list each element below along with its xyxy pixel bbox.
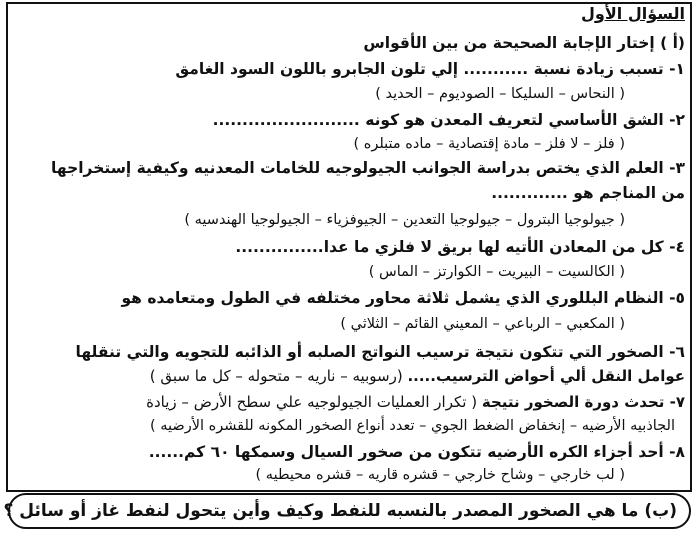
question-title: السؤال الأول: [581, 4, 685, 23]
question-1-text: ١- تسبب زيادة نسبة ........... إلي تلون الجابرو باللون السود الغامق: [175, 60, 685, 78]
question-8-options: ( لب خارجي – وشاح خارجي – قشره قاريه – قشره محيطيه ): [255, 467, 625, 483]
part-b-question: (ب) ما هي الصخور المصدر بالنسبه للنفط وكيف وأين يتحول لنفط غاز أو سائل ؟: [8, 493, 691, 529]
question-5-text: ٥- النظام البللوري الذي يشمل ثلاثة محاور مختلفه في الطول ومتعامده هو: [121, 289, 685, 307]
question-7-text: ٧- تحدث دورة الصخور نتيجة: [481, 393, 685, 411]
question-7-options-end: الجاذبيه الأرضيه – إنخفاض الضغط الجوي – تعدد أنواع الصخور المكونه للقشره الأرضيه ): [149, 418, 675, 434]
question-2-options: ( فلز – لا فلز – مادة إقتصادية – ماده متبلره ): [353, 136, 625, 152]
question-3-options: ( جيولوجيا البترول – جيولوجيا التعدين – الجيوفزياء – الجيولوجيا الهندسيه ): [184, 212, 625, 228]
question-6-text: ٦- الصخور التي تتكون نتيجة ترسيب النواتج الصلبه أو الذائبه للتجويه والتي تنقلها: [75, 343, 685, 361]
question-7-line-1: [10, 392, 685, 412]
question-6-text-continued: عوامل النقل ألي أحواض الترسيب.....: [407, 367, 685, 385]
question-6-options: (رسوبيه – ناريه – متحوله – كل ما سبق ): [149, 367, 408, 385]
question-8-text: ٨- أحد أجزاء الكره الأرضيه تتكون من صخور السيال وسمكها ٦٠ كم......: [148, 443, 685, 461]
question-1-options: ( النحاس – السليكا – الصوديوم – الحديد ): [375, 86, 625, 102]
question-2-text: ٢- الشق الأساسي لتعريف المعدن هو كونه .........................: [212, 111, 685, 129]
question-4-text: ٤- كل من المعادن الأتيه لها بريق لا فلزي ما عدا...............: [235, 238, 685, 256]
question-3-text: ٣- العلم الذي يختص بدراسة الجوانب الجيولوجيه للخامات المعدنيه وكيفية إستخراجها: [51, 159, 685, 177]
question-4-options: ( الكالسيت – البيريت – الكوارتز – الماس ): [368, 264, 625, 280]
question-6-line-2: [10, 366, 685, 386]
question-7-options-start: ( تكرار العمليات الجيولوجيه علي سطح الأرض – زيادة: [146, 393, 482, 411]
part-a-heading: (أ ) إختار الإجابة الصحيحة من بين الأقواس: [363, 34, 685, 52]
question-3-text-continued: من المناجم هو .............: [491, 184, 685, 202]
question-5-options: ( المكعبي – الرباعي – المعيني القائم – الثلاثي ): [340, 316, 625, 332]
